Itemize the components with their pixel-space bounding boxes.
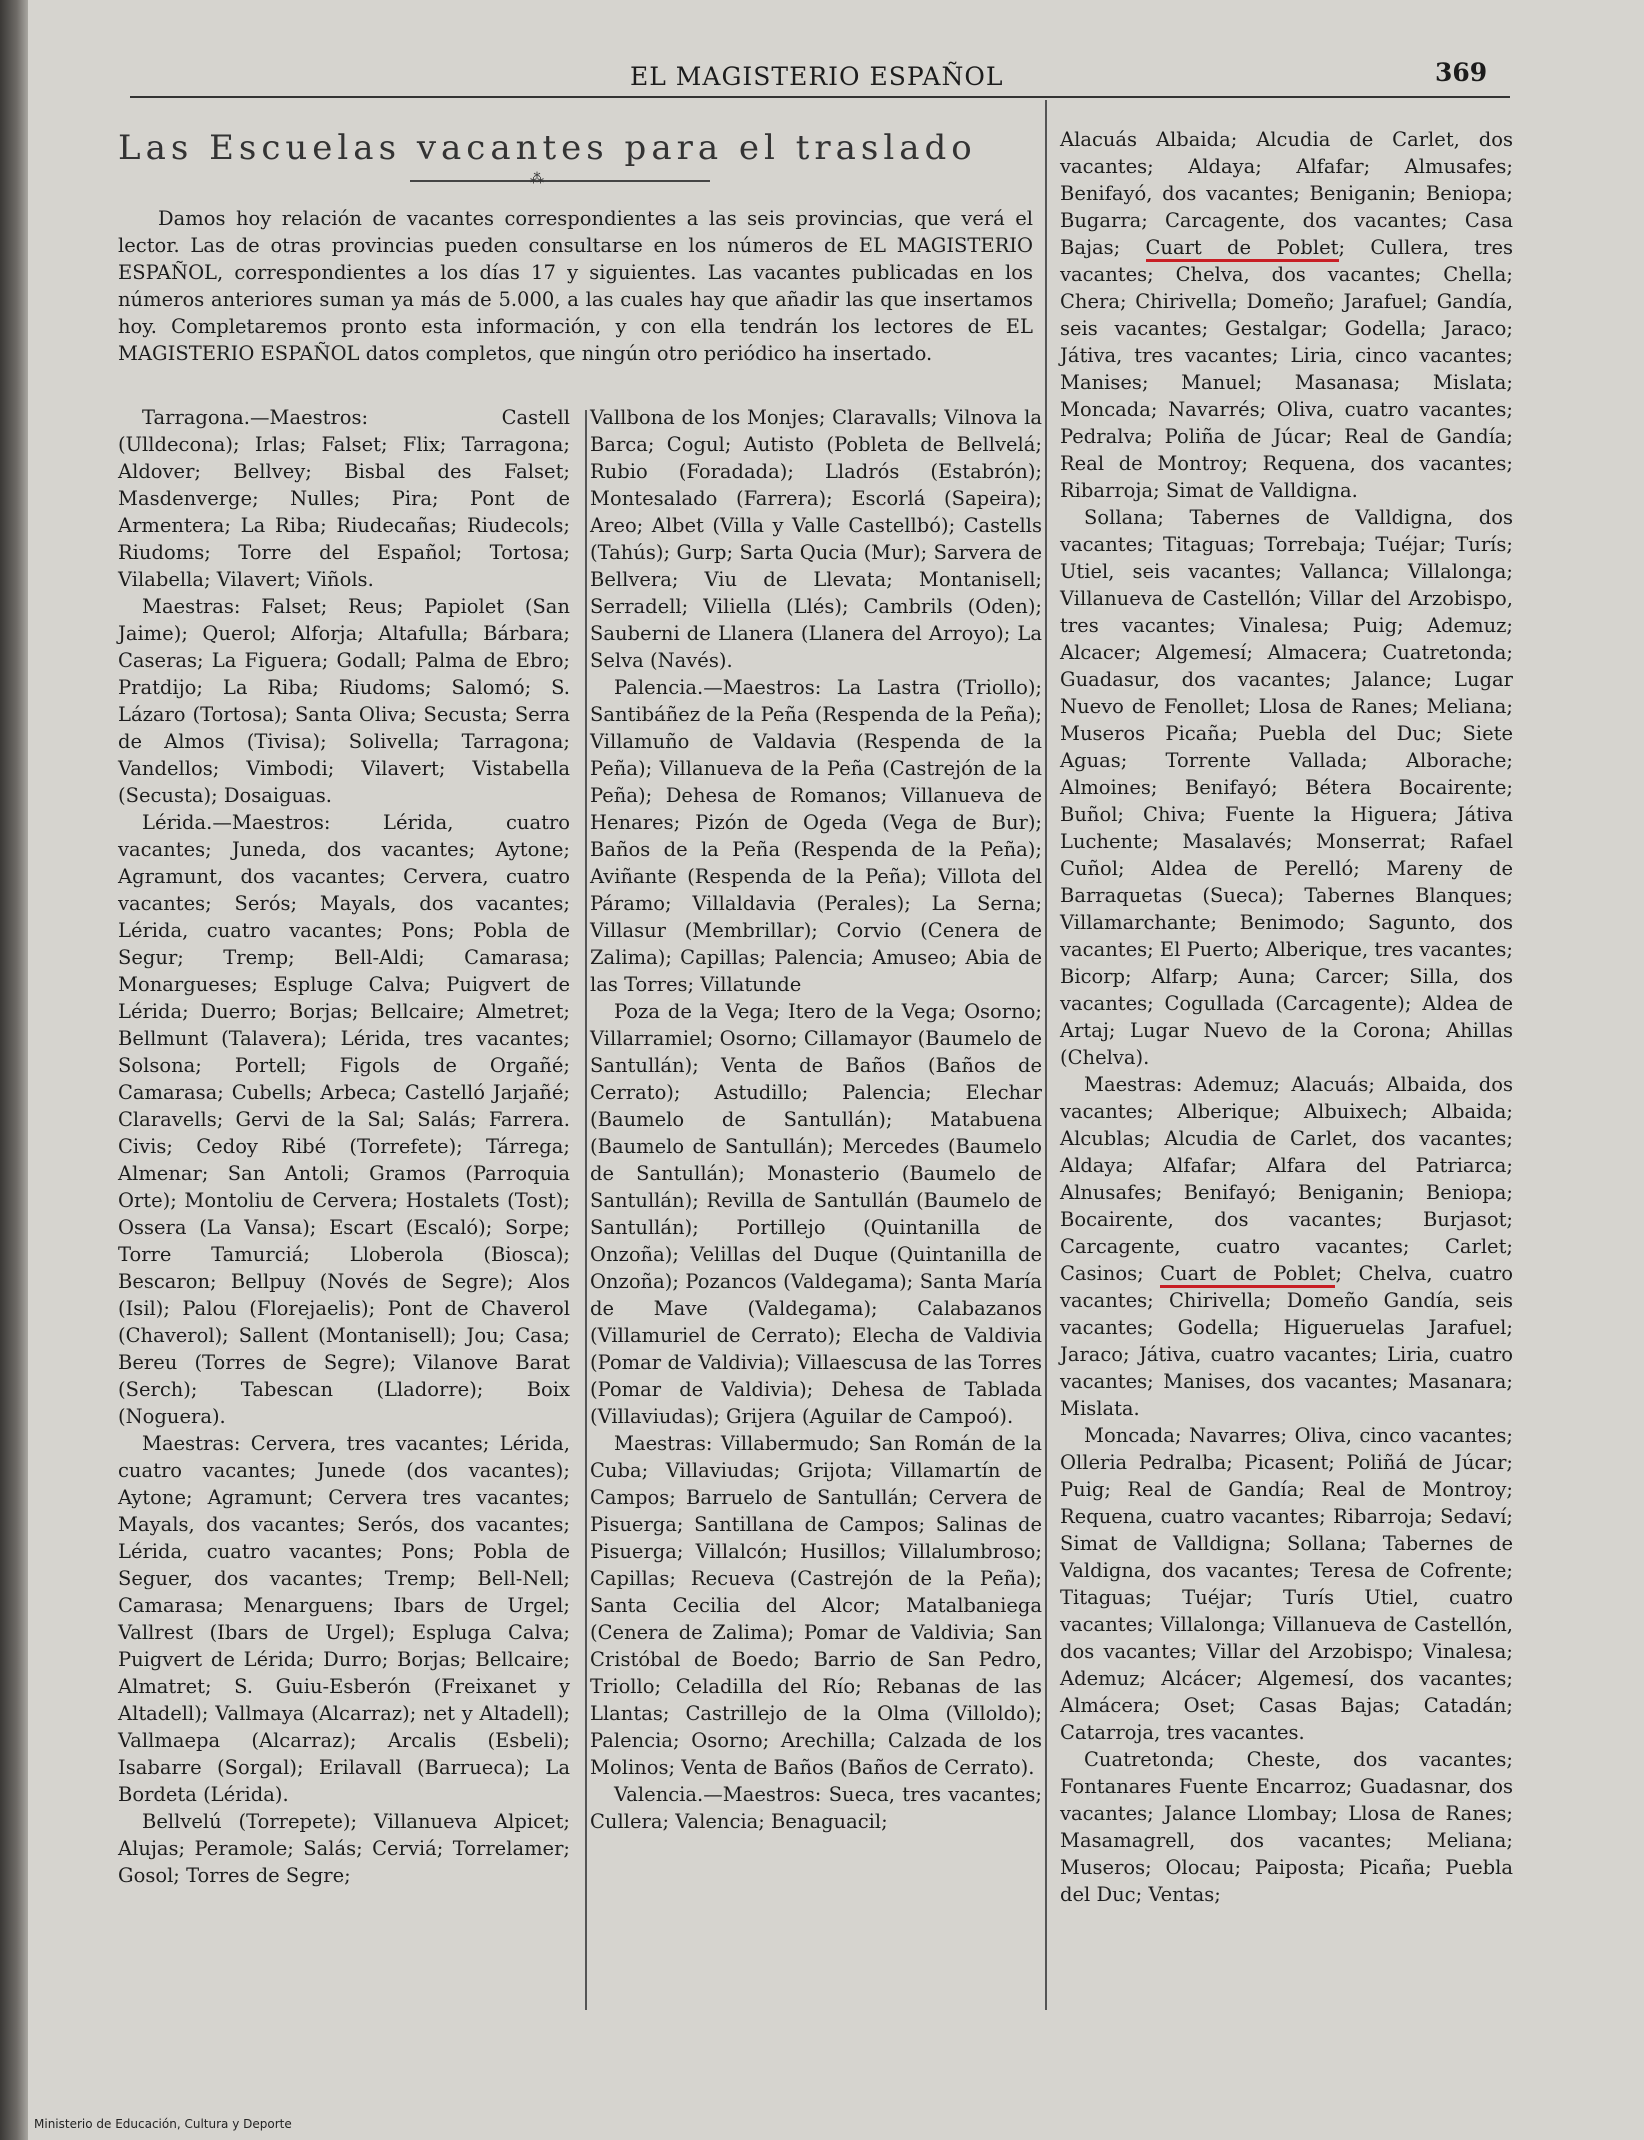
- paragraph-lerida-end: Vallbona de los Monjes; Claravalls; Vilnova la Barca; Cogul; Autisto (Pobleta de Bellvelá; Rubio (Foradada); Lladrós (Estabrón); Montesalado (Farrera); Escorlá (Sapeira); Areo; Albet (Villa y Valle Castellbó); Castells (Tahús); Gurp; Sarta Qucia (Mur); Sarvera de Bellvera; Viu de Llevata; Montanisell; Serradell; Viliella (Llés); Cambrils (Oden); Sauberni de Llanera (Llanera del Arroyo); La Selva (Navés).: [590, 406, 1042, 672]
- paragraph-tarragona-maestros: Tarragona.—Maestros: Castell (Ulldecona); Irlas; Falset; Flix; Tarragona; Aldover; Bellvey; Bisbal des Falset; Masdenverge; Nulles; Pira; Pont de Armentera; La Riba; Riudecañas; Riudecols; Riudoms; Torre del Español; Tortosa; Vilabella; Vilavert; Viñols.: [118, 406, 570, 591]
- article-title: Las Escuelas vacantes para el traslado: [118, 128, 977, 168]
- column-divider: [1045, 100, 1047, 2010]
- page-binding-shadow: [0, 0, 28, 2140]
- column-middle: [590, 404, 1042, 1835]
- paragraph-tarragona-maestras: Maestras: Falset; Reus; Papiolet (San Jaime); Querol; Alforja; Altafulla; Bárbara; Caseras; La Figuera; Godall; Palma de Ebro; Pratdijo; La Riba; Riudoms; Salomó; S. Lázaro (Tortosa); Santa Oliva; Secusta; Serra de Almos (Tivisa); Solivella; Tarragona; Vandellos; Vimbodi; Vilavert; Vistabella (Secusta); Dosaiguas.: [118, 595, 570, 807]
- highlighted-place: Cuart de Poblet: [1146, 236, 1339, 262]
- article-intro: Damos hoy relación de vacantes correspondientes a las seis provincias, que verá el lector. Las de otras provincias pueden consultarse en los números de EL MAGISTERIO ESPAÑOL, correspondientes a los días 17 y siguientes. Las vacantes publicadas en los números anteriores suman ya más de 5.000, a las cuales hay que añadir las que insertamos hoy. Completaremos pronto esta información, y con ella tendrán los lectores de EL MAGISTERIO ESPAÑOL datos completos, que ningún otro periódico ha insertado.: [118, 207, 1033, 365]
- paragraph-lerida-maestras: Maestras: Cervera, tres vacantes; Lérida, cuatro vacantes; Junede (dos vacantes); Aytone; Agramunt; Cervera tres vacantes; Mayals, dos vacantes; Serós, dos vacantes; Lérida, cuatro vacantes; Pons; Pobla de Seguer, dos vacantes; Tremp; Bell-Nell; Camarasa; Menarguens; Ibars de Urgel; Vallrest (Ibars de Urgel); Espluga Calva; Puigvert de Lérida; Durro; Borjas; Bellcaire; Almatret; S. Guiu-Esberón (Freixanet y Altadell); Vallmaya (Alcarraz); net y Altadell); Vallmaepa (Alcarraz); Arcalis (Esbeli); Isabarre (Sorgal); Erilavall (Barrueca); La Bordeta (Lérida).: [118, 1432, 570, 1806]
- paragraph-valencia-continued: Sollana; Tabernes de Valldigna, dos vacantes; Titaguas; Torrebaja; Tuéjar; Turís; Utiel, seis vacantes; Vallanca; Villalonga; Villanueva de Castellón; Villar del Arzobispo, tres vacantes; Vinalesa; Puig; Ademuz; Alcacer; Algemesí; Almacera; Cuatretonda; Guadasur, dos vacantes; Jalance; Lugar Nuevo de Fenollet; Llosa de Ranes; Meliana; Museros Picaña; Puebla del Duc; Siete Aguas; Torrente Vallada; Alborache; Almoines; Benifayó; Bétera Bocairente; Buñol; Chiva; Fuente la Higuera; Játiva Luchente; Masalavés; Monserrat; Rafael Cuñol; Aldea de Perelló; Mareny de Barraquetas (Sueca); Tabernes Blanques; Villamarchante; Benimodo; Sagunto, dos vacantes; El Puerto; Alberique, tres vacantes; Bicorp; Alfarp; Auna; Carcer; Silla, dos vacantes; Cogullada (Carcagente); Aldea de Artaj; Lugar Nuevo de la Corona; Ahillas (Chelva).: [1060, 506, 1513, 1069]
- paragraph-lerida-maestros: Lérida.—Maestros: Lérida, cuatro vacantes; Juneda, dos vacantes; Aytone; Agramunt, dos vacantes; Cervera, cuatro vacantes; Serós; Mayals, dos vacantes; Lérida, cuatro vacantes; Pons; Pobla de Segur; Tremp; Bell-Aldi; Camarasa; Monargueses; Espluge Calva; Puigvert de Lérida; Duerro; Borjas; Bellcaire; Almetret; Bellmunt (Talavera); Lérida, tres vacantes; Solsona; Portell; Figols de Orgañé; Camarasa; Cubells; Arbeca; Castelló Jarjañé; Claravells; Gervi de la Sal; Salás; Farrera. Civis; Cedoy Ribé (Torrefete); Tárrega; Almenar; San Antoli; Gramos (Parroquia Orte); Montoliu de Cervera; Hostalets (Tost); Ossera (La Vansa); Escart (Escaló); Sorpe; Torre Tamurciá; Lloberola (Biosca); Bescaron; Bellpuy (Novés de Segre); Alos (Isil); Palou (Florejaelis); Pont de Chaverol (Chaverol); Sallent (Montanisell); Jou; Casa; Bereu (Torres de Segre); Vilanove Barat (Serch); Tabescan (Lladorre); Boix (Noguera).: [118, 811, 570, 1428]
- header-rule: [130, 96, 1510, 98]
- paragraph-valencia-maestros: Valencia.—Maestros: Sueca, tres vacantes; Cullera; Valencia; Benaguacil;: [590, 1783, 1042, 1833]
- newspaper-title: EL MAGISTERIO ESPAÑOL: [630, 62, 1004, 91]
- paragraph-valencia-list: Alacuás Albaida; Alcudia de Carlet, dos vacantes; Aldaya; Alfafar; Almusafes; Benifayó, dos vacantes; Beniganin; Beniopa; Bugarra; Carcagente, dos vacantes; Casa Bajas; Cuart de Poblet; Cullera, tres vacantes; Chelva, dos vacantes; Chella; Chera; Chirivella; Domeño; Jarafuel; Gandía, seis vacantes; Gestalgar; Godella; Jaraco; Játiva, tres vacantes; Liria, cinco vacantes; Manises; Manuel; Masanasa; Mislata; Moncada; Navarrés; Oliva, cuatro vacantes; Pedralva; Poliña de Júcar; Real de Gandía; Real de Montroy; Requena, dos vacantes; Ribarroja; Simat de Valldigna.: [1060, 128, 1514, 502]
- footer-credit: Ministerio de Educación, Cultura y Deporte: [34, 2117, 292, 2131]
- highlighted-place: Cuart de Poblet: [1160, 1262, 1335, 1288]
- paragraph-valencia-maestras-continued: Moncada; Navarres; Oliva, cinco vacantes; Olleria Pedralba; Picasent; Poliñá de Júcar; Puig; Real de Gandía; Real de Montroy; Requena, cuatro vacantes; Ribarroja; Sedaví; Simat de Valldigna; Sollana; Tabernes de Valdigna, dos vacantes; Teresa de Cofrente; Titaguas; Tuéjar; Turís Utiel, cuatro vacantes; Villalonga; Villanueva de Castellón, dos vacantes; Villar del Arzobispo; Vinalesa; Ademuz; Alcácer; Algemesí, dos vacantes; Almácera; Oset; Casas Bajas; Catadán; Catarroja, tres vacantes.: [1060, 1424, 1513, 1744]
- column-left: [118, 404, 570, 1889]
- paragraph-palencia-maestras: Maestras: Villabermudo; San Román de la Cuba; Villaviudas; Grijota; Villamartín de Campos; Barruelo de Santullán; Cervera de Pisuerga; Santillana de Campos; Salinas de Pisuerga; Villalcón; Husillos; Villalumbroso; Capillas; Recueva (Castrejón de la Peña); Santa Cecilia del Alcor; Matalbaniega (Cenera de Zalima); Pomar de Valdivia; San Cristóbal de Boedo; Barrio de San Pedro, Triollo; Celadilla del Río; Rebanas de las Llantas; Castrillejo de la Olma (Villoldo); Palencia; Osorno; Arechilla; Calzada de los Molinos; Venta de Baños (Baños de Cerrato).: [590, 1432, 1042, 1779]
- paragraph-palencia-continued: Poza de la Vega; Itero de la Vega; Osorno; Villarramiel; Osorno; Cillamayor (Baumelo de Santullán); Venta de Baños (Baños de Cerrato); Astudillo; Palencia; Elechar (Baumelo de Santullán); Matabuena (Baumelo de Santullán); Mercedes (Baumelo de Santullán); Monasterio (Baumelo de Santullán); Revilla de Santullán (Baumelo de Santullán); Portillejo (Quintanilla de Onzoña); Velillas del Duque (Quintanilla de Onzoña); Pozancos (Valdegama); Santa María de Mave (Valdegama); Calabazanos (Villamuriel de Cerrato); Elecha de Valdivia (Pomar de Valdivia); Villaescusa de las Torres (Pomar de Valdivia); Dehesa de Tablada (Villaviudas); Grijera (Aguilar de Campoó).: [590, 1000, 1042, 1428]
- paragraph-valencia-maestras: Maestras: Ademuz; Alacuás; Albaida, dos vacantes; Alberique; Albuixech; Albaida; Alcublas; Alcudia de Carlet, dos vacantes; Aldaya; Alfafar; Alfara del Patriarca; Alnusafes; Benifayó; Beniganin; Beniopa; Bocairente, dos vacantes; Burjasot; Carcagente, cuatro vacantes; Carlet; Casinos; Cuart de Poblet; Chelva, cuatro vacantes; Chirivella; Domeño Gandía, seis vacantes; Godella; Higueruelas Jarafuel; Jaraco; Játiva, cuatro vacantes; Liria, cuatro vacantes; Manises, dos vacantes; Masanara; Mislata.: [1060, 1073, 1513, 1420]
- column-right: [1060, 126, 1513, 1908]
- title-ornament-icon: ⁂: [530, 171, 544, 187]
- paragraph-palencia-maestros: Palencia.—Maestros: La Lastra (Triollo); Santibáñez de la Peña (Respenda de la Peña); Villamuño de Valdavia (Respenda de la Peña); Villanueva de la Peña (Castrejón de la Peña); Dehesa de Romanos; Villanueva de Henares; Pizón de Ogeda (Vega de Bur); Baños de la Peña (Respenda de la Peña); Aviñante (Respenda de la Peña); Villota del Páramo; Villaldavia (Perales); La Serna; Villasur (Membrillar); Corvio (Cenera de Zalima); Capillas; Palencia; Amuseo; Abia de las Torres; Villatunde: [590, 676, 1042, 996]
- column-divider: [585, 410, 587, 2010]
- paragraph-valencia-maestras-end: Cuatretonda; Cheste, dos vacantes; Fontanares Fuente Encarroz; Guadasnar, dos vacantes; Jalance Llombay; Llosa de Ranes; Masamagrell, dos vacantes; Meliana; Museros; Olocau; Paiposta; Picaña; Puebla del Duc; Ventas;: [1060, 1748, 1513, 1906]
- paragraph-lerida-continued: Bellvelú (Torrepete); Villanueva Alpicet; Alujas; Peramole; Salás; Cerviá; Torrelamer; Gosol; Torres de Segre;: [118, 1810, 570, 1887]
- page-number: 369: [1435, 58, 1488, 87]
- title-ornament-rule: [410, 180, 710, 182]
